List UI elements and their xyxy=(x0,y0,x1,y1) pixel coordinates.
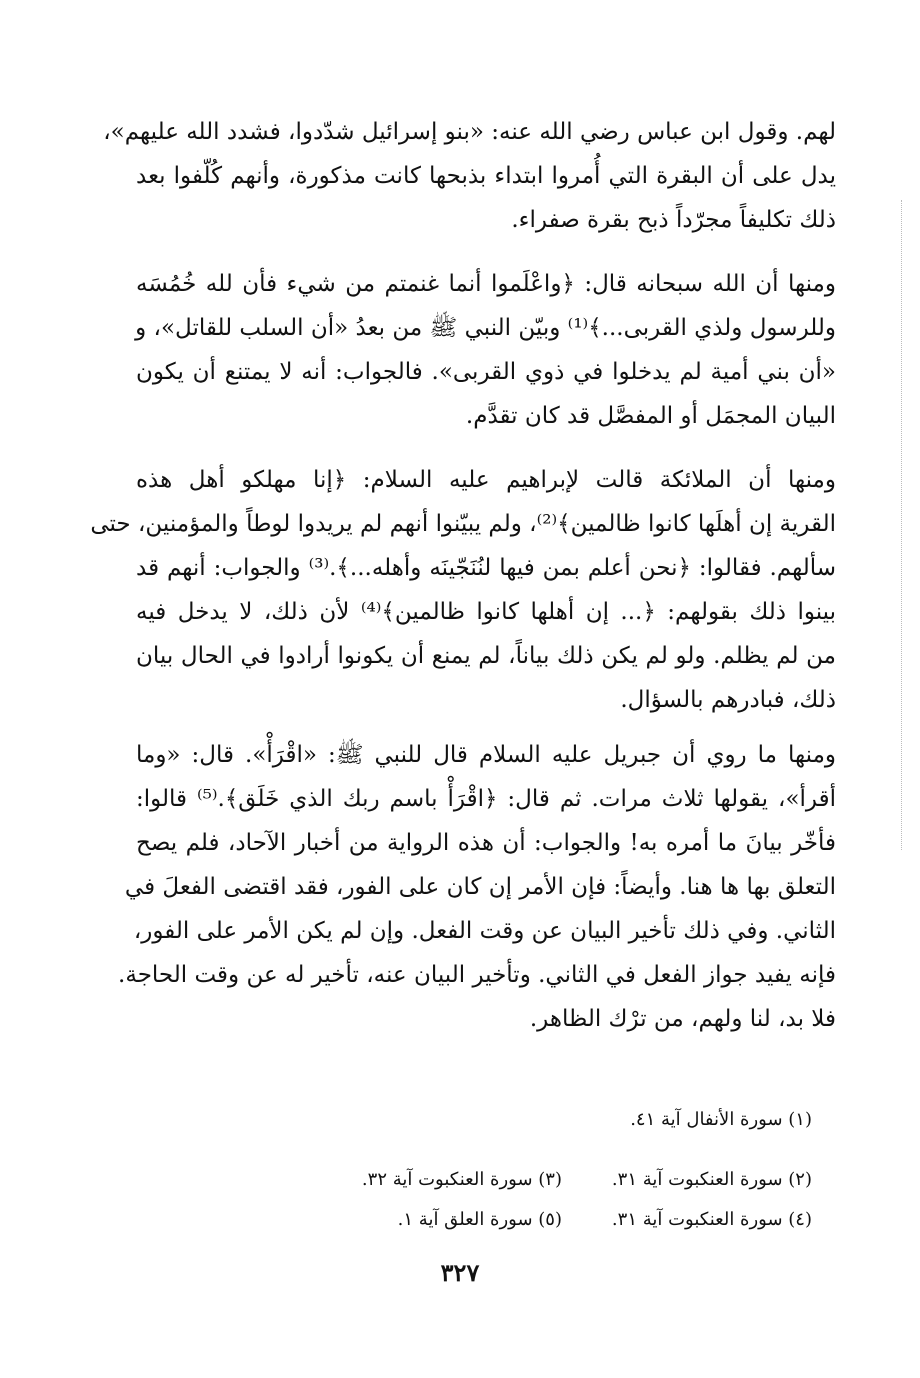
text-line: فلا بد، لنا ولهم، من ترْك الظاهر. xyxy=(529,1006,836,1032)
footnote-row xyxy=(312,1200,812,1240)
text-line: فأخّر بيانَ ما أمره به! والجواب: أن هذه الرواية من أخبار الآحاد، فلم يصح xyxy=(136,830,836,856)
text-line: لهم. وقول ابن عباس رضي الله عنه: «بنو إسرائيل شدّدوا، فشدد الله عليهم»، xyxy=(103,119,836,145)
footnote-row xyxy=(312,1100,812,1160)
text-line: سألهم. فقالوا: ﴿نحن أعلم بمن فيها لنُنَجّينَه وأهله...﴾.⁽³⁾ والجواب: أنهم قد xyxy=(136,555,836,581)
text-line: يدل على أن البقرة التي أُمروا ابتداء بذبحها كانت مذكورة، وأنهم كُلّفوا بعد xyxy=(136,163,836,189)
footnote-2: (٢) سورة العنكبوت آية ٣١. xyxy=(611,1169,812,1190)
footnote-4: (٤) سورة العنكبوت آية ٣١. xyxy=(611,1209,812,1230)
paragraph-4 xyxy=(118,733,836,1041)
text-line: الثاني. وفي ذلك تأخير البيان عن وقت الفعل. وإن لم يكن الأمر على الفور، xyxy=(133,918,836,944)
paragraph-2 xyxy=(136,262,836,438)
paragraph-1 xyxy=(103,110,836,242)
text-line: ومنها ما روي أن جبريل عليه السلام قال للنبي ﷺ: «اقْرَأْ». قال: «وما xyxy=(136,742,836,768)
footnote-1: (١) سورة الأنفال آية ٤١. xyxy=(630,1109,812,1130)
text-line: ومنها أن الله سبحانه قال: ﴿واعْلَموا أنما غنمتم من شيء فأن لله خُمُسَه xyxy=(136,271,836,297)
footnote-row xyxy=(312,1160,812,1200)
text-line: البيان المجمَل أو المفصَّل قد كان تقدَّم. xyxy=(465,403,836,429)
paragraph-3 xyxy=(90,458,836,722)
text-line: ومنها أن الملائكة قالت لإبراهيم عليه السلام: ﴿إنا مهلكو أهل هذه xyxy=(136,467,836,493)
text-line: بينوا ذلك بقولهم: ﴿... إن أهلها كانوا ظالمين﴾⁽⁴⁾ لأن ذلك، لا يدخل فيه xyxy=(136,599,836,625)
text-line: ذلك تكليفاً مجرّداً ذبح بقرة صفراء. xyxy=(511,207,836,233)
text-line: وللرسول ولذي القربى...﴾⁽¹⁾ وبيّن النبي ﷺ من بعدُ «أن السلب للقاتل»، و xyxy=(135,315,836,341)
text-line: القرية إن أهلَها كانوا ظالمين﴾⁽²⁾، ولم يبيّنوا أنهم لم يريدوا لوطاً والمؤمنين، حتى xyxy=(90,511,836,537)
footnote-5: (٥) سورة العلق آية ١. xyxy=(397,1209,562,1230)
text-line: أقرأ»، يقولها ثلاث مرات. ثم قال: ﴿اقْرَأْ باسم ربك الذي خَلَق﴾.⁽⁵⁾ قالوا: xyxy=(136,786,836,812)
text-line: فإنه يفيد جواز الفعل في الثاني. وتأخير البيان عنه، تأخير له عن وقت الحاجة. xyxy=(118,962,836,988)
text-line: التعلق بها ها هنا. وأيضاً: فإن الأمر إن كان على الفور، فقد اقتضى الفعلَ في xyxy=(124,874,836,900)
footnote-3: (٣) سورة العنكبوت آية ٣٢. xyxy=(361,1169,562,1190)
scan-edge xyxy=(897,200,902,850)
text-line: ذلك، فبادرهم بالسؤال. xyxy=(620,687,836,713)
text-line: «أن بني أمية لم يدخلوا في ذوي القربى». فالجواب: أنه لا يمتنع أن يكون xyxy=(136,359,836,385)
footnotes xyxy=(312,1100,812,1240)
page-number: ٣٢٧ xyxy=(440,1258,480,1287)
text-line: من لم يظلم. ولو لم يكن ذلك بياناً، لم يمنع أن يكونوا أرادوا في الحال بيان xyxy=(136,643,836,669)
